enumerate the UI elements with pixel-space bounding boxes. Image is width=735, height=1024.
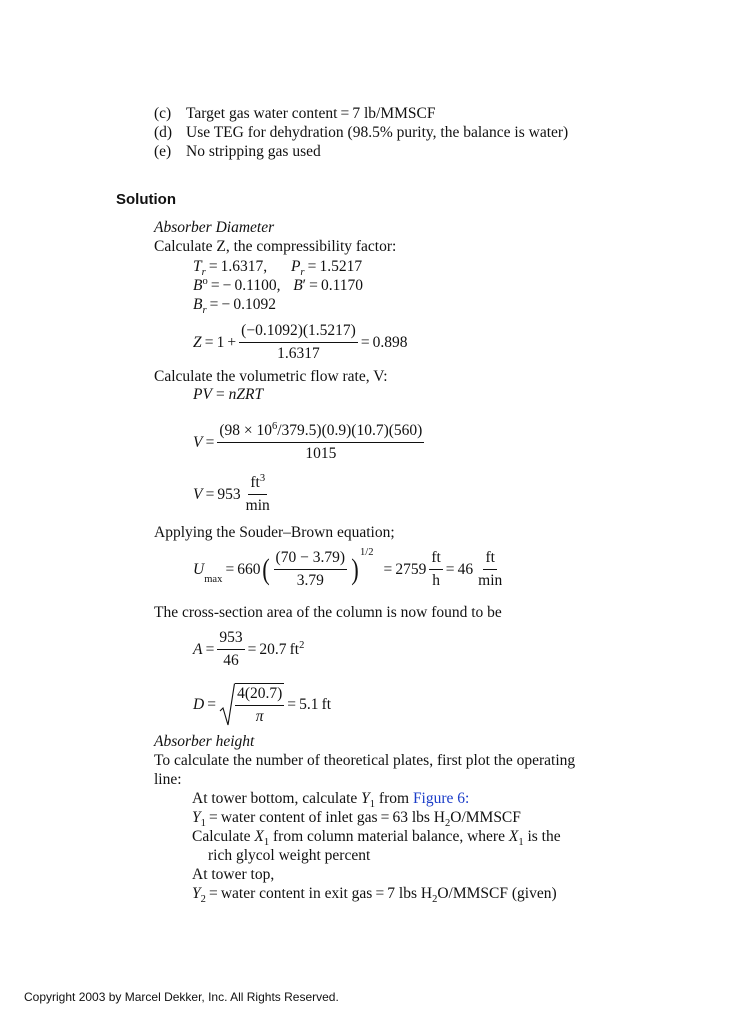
v2-unit-base: ft <box>250 474 260 491</box>
u-mid: = 2759 <box>383 560 427 578</box>
u-lhs: U <box>193 560 205 578</box>
b-values-line: $B^o$ = − 0.1100, B′ = 0.1170 <box>193 275 364 294</box>
bprime-value: = 0.1170 <box>306 277 364 294</box>
sqrt-body <box>235 683 284 727</box>
diameter-equation <box>193 683 331 727</box>
v2-prefix: = 953 <box>202 485 241 503</box>
u-unit1-numerator: ft <box>429 549 442 570</box>
v2-unit-denominator: min <box>245 497 270 514</box>
y1-variable: Y <box>192 809 201 826</box>
y2-variable: Y <box>192 885 201 902</box>
a-lhs: A <box>193 640 203 658</box>
area-text: The cross-section area of the column is now found to be <box>154 604 502 621</box>
tr-value: = 1.6317, <box>205 258 268 275</box>
sqrt-expression <box>219 683 284 727</box>
x1-text: is the <box>523 828 561 845</box>
bottom-text: from <box>375 790 413 807</box>
list-item-d <box>154 124 568 142</box>
x1-variable: X <box>508 828 519 845</box>
h2o-subscript: 2 <box>444 818 451 830</box>
a-eq: = <box>202 640 215 658</box>
list-text: Target gas water content = 7 lb/MMSCF <box>186 105 436 122</box>
v-num-part: /379.5)(0.9)(10.7)(560) <box>277 422 423 439</box>
v-eq: = <box>202 433 215 451</box>
x1-subscript: 1 <box>263 837 270 849</box>
z-numerator: (−0.1092)(1.5217) <box>239 322 358 343</box>
v-num-part: (98 × 10 <box>219 422 272 439</box>
u-unit2-fraction <box>476 549 504 590</box>
area-equation <box>193 629 304 670</box>
solution-heading: Solution <box>116 191 176 208</box>
list-text: No stripping gas used <box>186 143 321 160</box>
a-result <box>248 641 305 659</box>
figure-6-link[interactable]: Figure 6: <box>412 790 470 807</box>
y-subscript: 1 <box>369 799 376 811</box>
x1-variable: X <box>254 828 264 845</box>
list-label: (e) <box>154 143 172 160</box>
a-denominator: 46 <box>223 652 239 669</box>
v2-unit-fraction <box>244 474 272 515</box>
v-lhs: V <box>193 433 203 451</box>
br-value: = − 0.1092 <box>206 296 276 313</box>
list-text: Use TEG for dehydration (98.5% purity, the balance is water) <box>186 124 569 141</box>
pr-value: = 1.5217 <box>304 258 363 275</box>
y2-line <box>192 885 557 906</box>
list-item-c <box>154 105 436 123</box>
z-prefix: = 1 + <box>201 333 237 351</box>
u-inner-numerator: (70 − 3.79) <box>274 549 347 570</box>
a-fraction <box>217 629 244 670</box>
u-inner-denominator: 3.79 <box>296 572 324 589</box>
souder-text: Applying the Souder–Brown equation; <box>154 524 395 541</box>
right-paren: ) <box>351 552 359 586</box>
u-unit1-fraction <box>429 549 442 590</box>
x1-text: from column material balance, where <box>269 828 509 845</box>
y1-text: O/MMSCF <box>450 809 521 826</box>
z-fraction <box>239 322 358 363</box>
tower-bottom-line <box>192 790 470 811</box>
tr-pr-line: $T_r = 1.6317$, $P_r = 1.5217$ <box>193 258 363 279</box>
absorber-diameter-heading: Absorber Diameter <box>154 219 275 236</box>
z-lhs: Z <box>193 333 202 351</box>
a-result-value: = 20.7 ft <box>247 640 300 658</box>
bo-value: = − 0.1100, <box>207 277 281 294</box>
br-line: $B_r$ = − 0.1092 <box>193 296 276 317</box>
list-label: (c) <box>154 105 172 122</box>
umax-equation: U max = 660 ( $\frac{(70 - 3.79)}{3.79}$ ) 1/2 = 2759 $\frac{ft}{h}$ = 46 $\frac{ft}{\min}$ <box>193 547 503 589</box>
v2-unit-exponent: 3 <box>259 472 266 484</box>
z-result: = 0.898 <box>360 333 408 351</box>
y1-text: = water content of inlet gas = 63 lbs H <box>205 809 445 826</box>
d-result: = 5.1 ft <box>287 696 332 713</box>
u-inner-fraction <box>274 549 347 590</box>
v-result-equation <box>193 474 275 515</box>
copyright-footer: Copyright 2003 by Marcel Dekker, Inc. All Rights Reserved. <box>24 990 339 1004</box>
v-denominator: 1015 <box>305 445 337 462</box>
d-numerator: 4(20.7) <box>235 685 284 706</box>
calc-v-text: Calculate the volumetric flow rate, V: <box>154 368 388 385</box>
y1-subscript: 1 <box>200 818 206 830</box>
z-equation <box>193 322 408 363</box>
y1-line <box>192 809 521 830</box>
height-intro-line1: To calculate the number of theoretical plates, first plot the operating <box>154 752 576 769</box>
pv-equation: PV = nZRT <box>193 386 264 403</box>
a-result-exponent: 2 <box>299 639 305 651</box>
d-eq: = <box>204 696 217 713</box>
d-denominator: π <box>255 708 264 725</box>
u-unit2-denominator: min <box>478 572 503 589</box>
a-numerator: 953 <box>217 629 244 650</box>
x1-line <box>192 828 561 849</box>
d-lhs: D <box>193 696 205 713</box>
y-variable: Y <box>361 790 370 807</box>
u-unit2-numerator: ft <box>483 549 496 570</box>
list-item-e <box>154 143 321 161</box>
calc-z-text: Calculate Z, the compressibility factor: <box>154 238 397 255</box>
tower-top-line: At tower top, <box>192 866 275 883</box>
v-equation <box>193 422 427 463</box>
z-denominator: 1.6317 <box>277 345 320 362</box>
v-fraction <box>217 422 424 463</box>
v-numerator <box>217 422 424 443</box>
u-unit1-denominator: h <box>432 572 440 589</box>
h2o-subscript: 2 <box>432 894 438 906</box>
bottom-text: At tower bottom, calculate <box>192 790 362 807</box>
v2-unit-numerator <box>248 474 267 495</box>
v2-lhs: V <box>193 485 203 503</box>
y2-text: O/MMSCF (given) <box>437 885 557 902</box>
u-eq2: = 46 <box>445 560 474 578</box>
x1-text: Calculate <box>192 828 255 845</box>
sqrt-sign-icon <box>219 683 235 727</box>
v-num-exponent: 6 <box>271 420 278 432</box>
x1-line2: rich glycol weight percent <box>208 847 371 864</box>
height-intro-line2: line: <box>154 771 182 788</box>
y2-text: = water content in exit gas = 7 lbs H <box>205 885 433 902</box>
y2-subscript: 2 <box>200 894 206 906</box>
list-label: (d) <box>154 124 173 141</box>
left-paren: ( <box>261 552 270 586</box>
absorber-height-heading: Absorber height <box>154 733 255 750</box>
u-prefix: = 660 <box>222 560 261 578</box>
x1-subscript: 1 <box>518 837 524 849</box>
